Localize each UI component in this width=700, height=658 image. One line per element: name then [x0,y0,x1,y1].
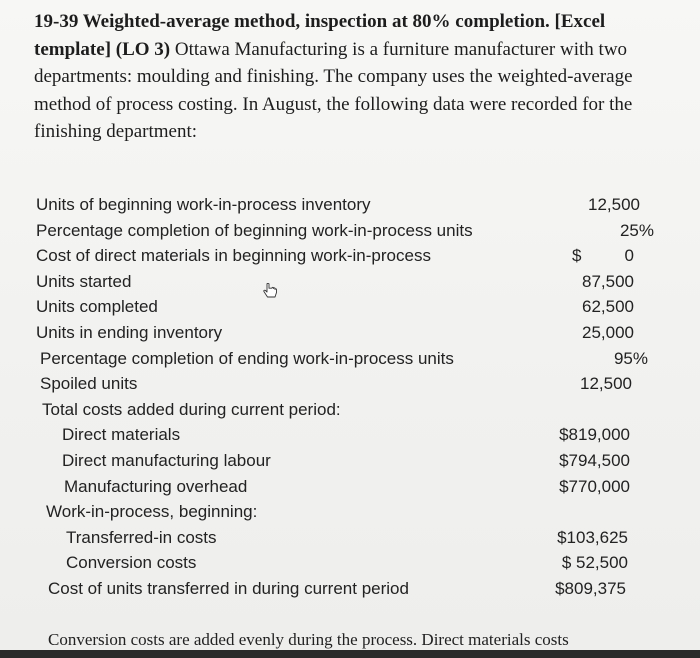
row-label: Units of beginning work-in-process inventory [36,195,371,214]
row-label: Conversion costs [66,553,197,573]
row-label: Percentage completion of ending work-in-process units [40,348,454,368]
section-heading: Total costs added during current period: [42,399,341,419]
row-value: $103,625 [557,527,628,547]
table-row [36,192,666,218]
table-row [36,397,666,423]
row-value: 87,500 [582,271,634,291]
currency-symbol: $ [572,246,582,266]
table-row [36,294,666,320]
table-row [36,218,666,244]
table-row [36,422,666,448]
table-row [36,576,666,602]
row-value: 95% [613,348,648,368]
table-row [36,474,666,500]
row-value: $794,500 [559,450,630,470]
row-value: $819,000 [559,425,630,445]
table-row [36,550,666,576]
row-value: 12,500 [588,195,640,214]
row-label: Percentage completion of beginning work-in-process units [36,220,473,240]
row-label: Units completed [36,297,158,317]
table-row [36,499,666,525]
table-row [36,448,666,474]
table-row [36,346,666,372]
data-table [36,192,666,602]
section-heading: Work-in-process, beginning: [46,502,258,522]
row-label: Units in ending inventory [36,322,223,342]
row-value: 25,000 [582,322,634,342]
row-label: Cost of direct materials in beginning work-in-process [36,246,431,266]
row-label: Transferred-in costs [66,527,217,547]
row-label: Cost of units transferred in during current period [48,578,409,598]
row-value: $ 52,500 [561,553,628,573]
row-label: Direct manufacturing labour [62,450,271,470]
hand-pointer-icon [262,283,280,299]
problem-heading: 19-39 Weighted-average method, inspection at 80% completion. [Excel template] (LO 3) [34,11,606,60]
bottom-divider [0,650,700,658]
row-value: 62,500 [582,297,634,317]
row-value: 0 [624,246,634,266]
row-value: $770,000 [559,476,630,496]
row-label: Units started [36,271,132,291]
row-value: $809,375 [555,578,626,598]
footer-text: Conversion costs are added evenly during the process. Direct materials costs [48,630,569,649]
table-row [36,320,666,346]
row-value: 12,500 [580,374,632,394]
table-row [36,525,666,551]
table-row [36,269,666,295]
row-label: Direct materials [62,425,181,445]
problem-text: Ottawa Manufacturing is a furniture manufacturer with two departments: moulding and finishing. The company uses the weighted-average method of process costing. In August, the following data were recorded for the finishing department: [34,38,633,142]
row-label: Spoiled units [40,374,138,394]
row-label: Manufacturing overhead [64,476,248,496]
table-row [36,243,666,269]
table-row [36,371,666,397]
row-value: 25% [619,220,654,240]
problem-statement [34,8,674,146]
